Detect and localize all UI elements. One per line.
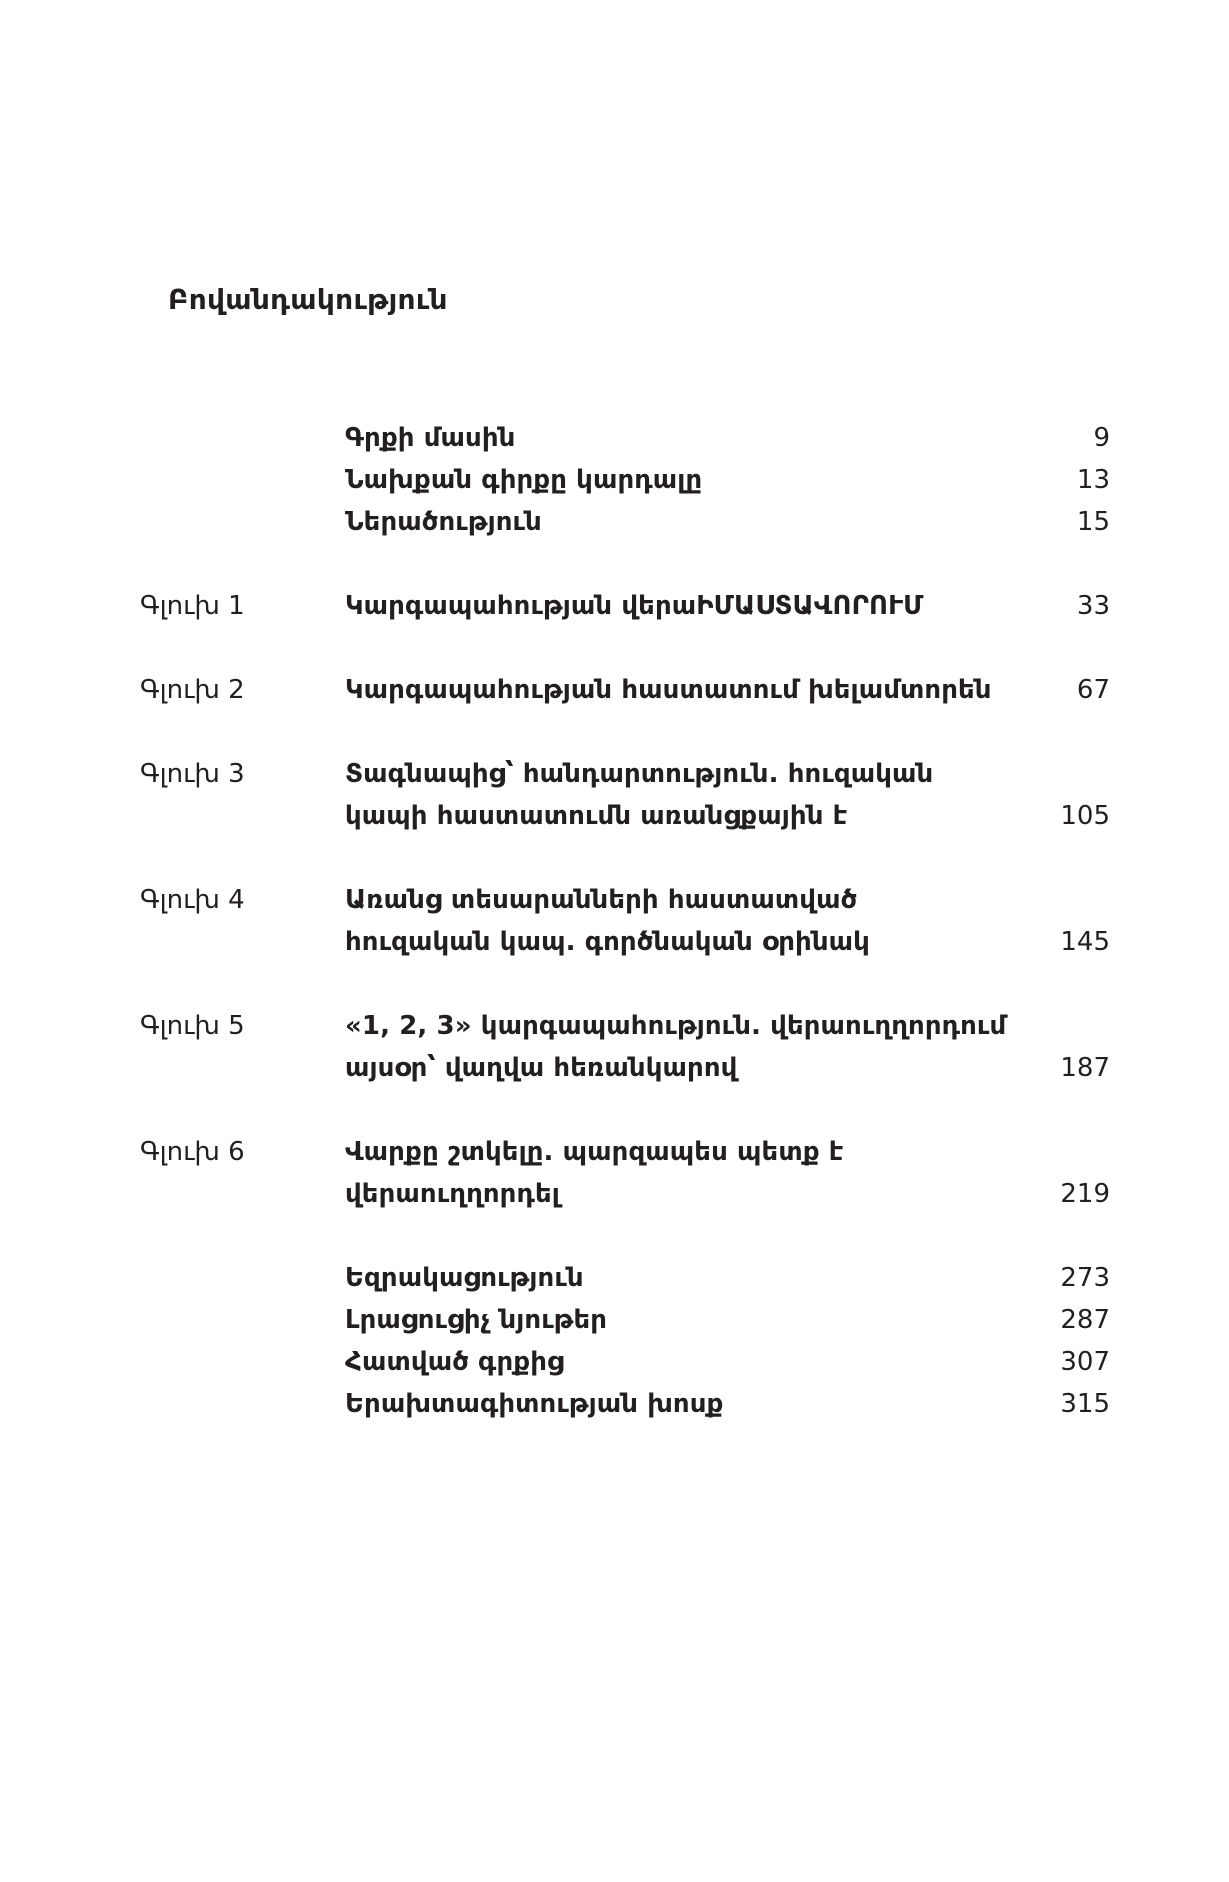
chapter-label: Գլուխ 3 <box>140 759 245 789</box>
toc-row <box>140 1341 1110 1383</box>
entry-title-line: «1, 2, 3» կարգապահություն. վերաուղղորդում <box>345 1011 1007 1041</box>
page-number: 13 <box>1076 465 1110 495</box>
entry-title-line: Վարքը շտկելը. պարզապես պետք է <box>345 1137 844 1167</box>
entry-title <box>345 753 1018 837</box>
page-number: 287 <box>1060 1305 1110 1335</box>
entry-title-line: Առանց տեսարանների հաստատված <box>345 885 858 915</box>
chapter-group <box>140 1131 1110 1215</box>
entry-title <box>345 1131 1018 1215</box>
page-number: 219 <box>1060 1179 1110 1209</box>
chapter-label: Գլուխ 1 <box>140 591 245 621</box>
toc-row <box>140 1257 1110 1299</box>
entry-title: Ներածություն <box>345 507 542 537</box>
page-number: 273 <box>1060 1263 1110 1293</box>
entry-title-line: Կարգապահության վերաԻՄԱՍՏԱՎՈՐՈՒՄ <box>345 591 924 621</box>
toc-row <box>140 1005 1110 1089</box>
chapter-label: Գլուխ 5 <box>140 1011 245 1041</box>
page-number: 187 <box>1060 1053 1110 1083</box>
page-number: 105 <box>1060 801 1110 831</box>
page-number: 15 <box>1076 507 1110 537</box>
toc-row <box>140 417 1110 459</box>
front-matter-group <box>140 417 1110 543</box>
entry-title: Լրացուցիչ նյութեր <box>345 1305 608 1335</box>
page-title: Բովանդակություն <box>168 283 448 316</box>
entry-title: Եզրակացություն <box>345 1263 584 1293</box>
chapter-label: Գլուխ 4 <box>140 885 245 915</box>
page-number: 67 <box>1076 675 1110 705</box>
entry-title <box>345 669 1018 711</box>
entry-title-line: հուզական կապ. գործնական օրինակ <box>345 927 870 957</box>
toc-row <box>140 1383 1110 1425</box>
toc-row <box>140 1299 1110 1341</box>
page-number: 307 <box>1060 1347 1110 1377</box>
chapter-group <box>140 669 1110 711</box>
toc-row <box>140 459 1110 501</box>
entry-title-line: Տագնապից՝ հանդարտություն. հուզական <box>345 759 934 789</box>
entry-title: Գրքի մասին <box>345 423 516 453</box>
page-number: 33 <box>1076 591 1110 621</box>
chapter-group <box>140 753 1110 837</box>
toc-list <box>140 417 1110 1425</box>
entry-title-line: վերաուղղորդել <box>345 1179 560 1209</box>
chapter-group <box>140 585 1110 627</box>
back-matter-group <box>140 1257 1110 1425</box>
chapter-group <box>140 879 1110 963</box>
page-number: 9 <box>1093 423 1110 453</box>
toc-row <box>140 1131 1110 1215</box>
entry-title: Նախքան գիրքը կարդալը <box>345 465 703 495</box>
entry-title: Երախտագիտության խոսք <box>345 1389 724 1419</box>
page-number: 145 <box>1060 927 1110 957</box>
chapter-group <box>140 1005 1110 1089</box>
entry-title <box>345 585 1018 627</box>
entry-title <box>345 879 1018 963</box>
page-number: 315 <box>1060 1389 1110 1419</box>
chapter-label: Գլուխ 6 <box>140 1137 245 1167</box>
toc-row <box>140 669 1110 711</box>
entry-title-line: Կարգապահության հաստատում խելամտորեն <box>345 675 992 705</box>
toc-row <box>140 501 1110 543</box>
entry-title <box>345 1005 1018 1089</box>
toc-row <box>140 753 1110 837</box>
toc-row <box>140 585 1110 627</box>
entry-title: Հատված գրքից <box>345 1347 564 1377</box>
entry-title-line: կապի հաստատումն առանցքային է <box>345 801 848 831</box>
chapter-label: Գլուխ 2 <box>140 675 245 705</box>
entry-title-line: այսօր՝ վաղվա հեռանկարով <box>345 1053 738 1083</box>
toc-row <box>140 879 1110 963</box>
